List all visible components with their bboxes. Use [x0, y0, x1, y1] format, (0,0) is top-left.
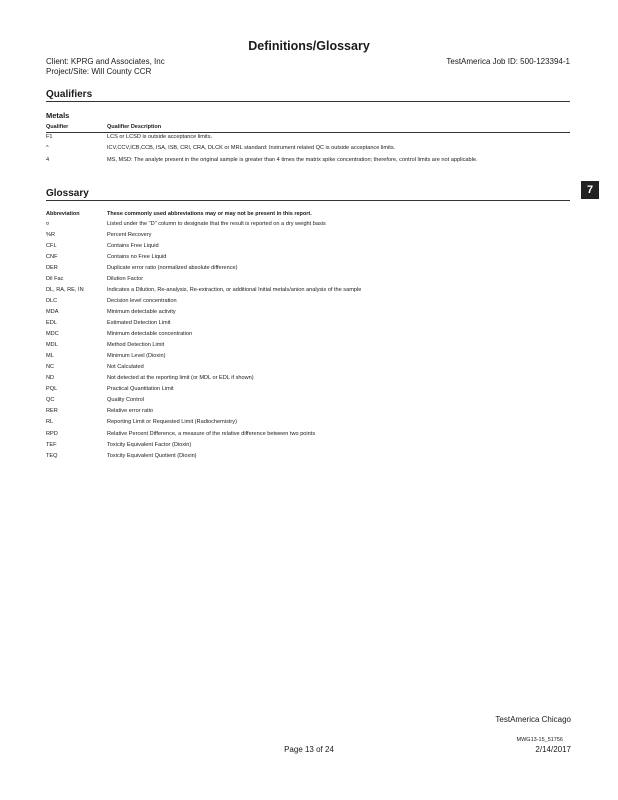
glossary-description: Listed under the "D" column to designate that the result is reported on a dry weight basis	[107, 221, 326, 227]
glossary-abbreviation: ND	[46, 375, 55, 381]
glossary-abbreviation: %R	[46, 232, 56, 238]
glossary-abbreviation: MDA	[46, 309, 59, 315]
glossary-description: Toxicity Equivalent Factor (Dioxin)	[107, 442, 192, 448]
glossary-description: Quality Control	[107, 397, 144, 403]
glossary-description: Relative error ratio	[107, 408, 154, 414]
glossary-abbreviation: ML	[46, 353, 54, 359]
glossary-description: Practical Quantitation Limit	[107, 386, 174, 392]
glossary-abbreviation: RPD	[46, 431, 58, 437]
glossary-description-column-header: These commonly used abbreviations may or may not be present in this report.	[107, 211, 312, 217]
glossary-heading: Glossary	[46, 188, 89, 199]
glossary-abbreviation: CNF	[46, 254, 58, 260]
qualifier-code: 4	[46, 157, 50, 163]
glossary-abbreviation: DER	[46, 265, 58, 271]
qualifiers-heading: Qualifiers	[46, 89, 93, 100]
section-tab: 7	[581, 181, 599, 199]
glossary-description: Not Calculated	[107, 364, 144, 370]
page-number: Page 13 of 24	[284, 745, 334, 754]
glossary-abbreviation: DL, RA, RE, IN	[46, 287, 84, 293]
glossary-abbreviation: TEQ	[46, 453, 58, 459]
glossary-description: Toxicity Equivalent Quotient (Dioxin)	[107, 453, 197, 459]
client-name: Client: KPRG and Associates, Inc	[46, 57, 165, 66]
qualifier-description-column-header: Qualifier Description	[107, 124, 162, 130]
glossary-description: Minimum detectable activity	[107, 309, 176, 315]
glossary-abbreviation: CFL	[46, 243, 57, 249]
qualifier-header-rule	[46, 132, 570, 133]
glossary-description: Duplicate error ratio (normalized absolute difference)	[107, 265, 238, 271]
glossary-abbreviation: Dil Fac	[46, 276, 64, 282]
glossary-rule	[46, 200, 570, 201]
qualifier-description: LCS or LCSD is outside acceptance limits.	[107, 134, 213, 140]
glossary-description: Method Detection Limit	[107, 342, 165, 348]
glossary-abbreviation: DLC	[46, 298, 58, 304]
project-site: Project/Site: Will County CCR	[46, 67, 152, 76]
job-id: TestAmerica Job ID: 500-123394-1	[446, 57, 570, 66]
glossary-description: Estimated Detection Limit	[107, 320, 171, 326]
glossary-description: Percent Recovery	[107, 232, 152, 238]
glossary-description: Not detected at the reporting limit (or MDL or EDL if shown)	[107, 375, 254, 381]
qualifier-code: ^	[46, 145, 49, 151]
glossary-description: Relative Percent Difference, a measure of the relative difference between two points	[107, 431, 316, 437]
qualifier-column-header: Qualifier	[46, 124, 69, 130]
glossary-description: Minimum detectable concentration	[107, 331, 193, 337]
glossary-abbreviation: MDC	[46, 331, 59, 337]
glossary-abbreviation: TEF	[46, 442, 57, 448]
glossary-abbreviation: NC	[46, 364, 55, 370]
report-date: 2/14/2017	[535, 745, 571, 754]
qualifier-description: MS, MSD: The analyte present in the original sample is greater than 4 times the matrix spike concentration; therefore, control limits are not applicable.	[107, 157, 478, 163]
qualifier-code: F1	[46, 134, 53, 140]
glossary-description: Contains Free Liquid	[107, 243, 159, 249]
lab-name: TestAmerica Chicago	[495, 715, 571, 724]
qualifier-description: ICV,CCV,ICB,CCB, ISA, ISB, CRI, CRA, DLCK or MRL standard: Instrument related QC is outside acceptance limits.	[107, 145, 396, 151]
glossary-description: Minimum Level (Dioxin)	[107, 353, 166, 359]
glossary-description: Reporting Limit or Requested Limit (Radiochemistry)	[107, 419, 237, 425]
glossary-description: Contains no Free Liquid	[107, 254, 167, 260]
qualifiers-rule	[46, 101, 570, 102]
glossary-abbreviation: ¤	[46, 221, 50, 227]
glossary-abbreviation: RER	[46, 408, 58, 414]
document-stamp: MWG13-15_51756	[516, 737, 563, 743]
page-title: Definitions/Glossary	[248, 39, 370, 53]
glossary-abbreviation: EDL	[46, 320, 57, 326]
abbreviation-column-header: Abbreviation	[46, 211, 80, 217]
glossary-abbreviation: RL	[46, 419, 54, 425]
glossary-description: Indicates a Dilution, Re-analysis, Re-extraction, or additional Initial metals/anion analysis of the sample	[107, 287, 362, 293]
metals-subheading: Metals	[46, 111, 70, 120]
glossary-description: Dilution Factor	[107, 276, 144, 282]
glossary-description: Decision level concentration	[107, 298, 177, 304]
glossary-abbreviation: QC	[46, 397, 55, 403]
glossary-abbreviation: PQL	[46, 386, 58, 392]
glossary-abbreviation: MDL	[46, 342, 58, 348]
